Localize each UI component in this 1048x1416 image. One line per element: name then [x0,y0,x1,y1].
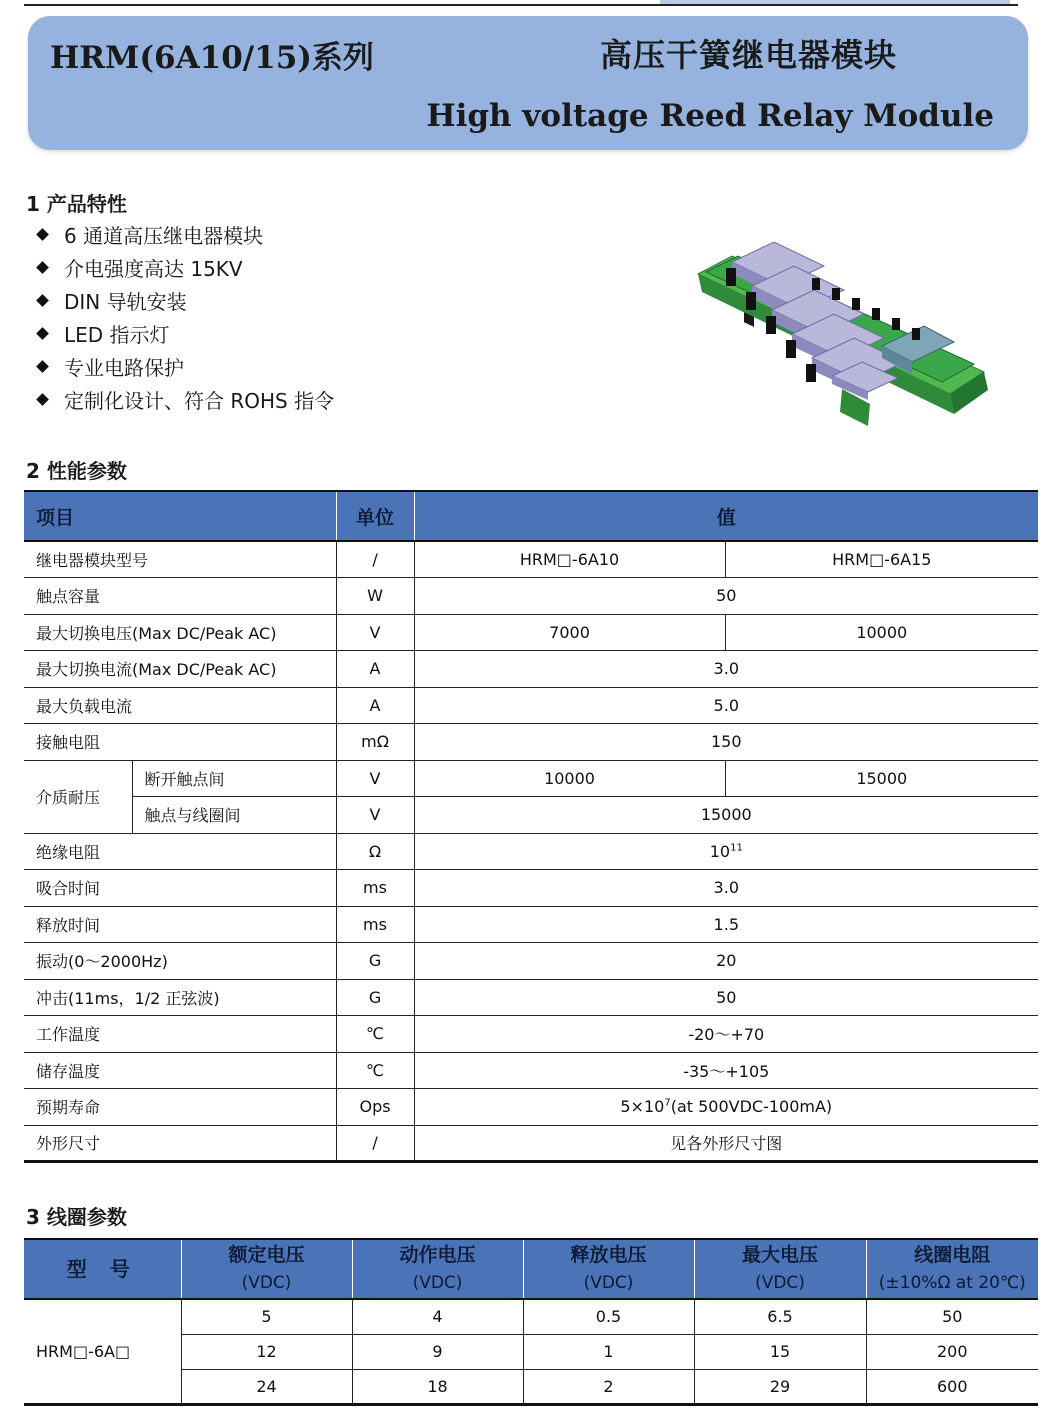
col-header-operate: 动作电压 (VDC) [352,1239,523,1299]
diamond-bullet-icon [36,261,50,275]
diamond-bullet-icon [36,228,50,242]
table-row: 接触电阻 mΩ 150 [24,724,1038,761]
section-title-performance: 2 性能参数 [26,459,127,483]
list-item: 专业电路保护 [36,350,334,383]
diamond-bullet-icon [36,393,50,407]
col-header-rated: 额定电压 (VDC) [181,1239,352,1299]
product-title-cn: 高压干簧继电器模块 [600,36,898,74]
top-rule [24,4,1018,6]
diamond-bullet-icon [36,294,50,308]
col-header-max: 最大电压 (VDC) [694,1239,866,1299]
section-title-coil: 3 线圈参数 [26,1205,127,1229]
table-row: 继电器模块型号 / HRM□-6A10 HRM□-6A15 [24,541,1038,578]
table-row: 绝缘电阻 Ω $10^{11}$ [24,833,1038,870]
col-header-resistance: 线圈电阻 (±10%Ω at 20℃) [866,1239,1038,1299]
table-row: 储存温度 ℃ -35～+105 [24,1052,1038,1089]
table-row: 介质耐压 断开触点间 V 10000 15000 [24,760,1038,797]
coil-model: HRM□-6A□ [24,1299,181,1404]
table-row: 12 9 1 15 200 [24,1334,1038,1369]
feature-list [36,218,334,416]
table-row: 触点与线圈间 V 15000 [24,797,1038,834]
table-row: HRM□-6A□ 5 4 0.5 6.5 50 [24,1299,1038,1334]
table-row: 外形尺寸 / 见各外形尺寸图 [24,1125,1038,1162]
list-item: 6 通道高压继电器模块 [36,218,334,251]
coil-table [24,1238,1038,1406]
table-row: 24 18 2 29 600 [24,1369,1038,1404]
table-row: 冲击(11ms，1/2 正弦波) G 50 [24,979,1038,1016]
list-item: LED 指示灯 [36,317,334,350]
table-row: 吸合时间 ms 3.0 [24,870,1038,907]
series-title: HRM(6A10/15)系列 [50,40,374,76]
table-header-row [24,1239,1038,1299]
list-item: DIN 导轨安装 [36,284,334,317]
col-header-item: 项目 [24,491,336,541]
col-header-release: 释放电压 (VDC) [523,1239,694,1299]
col-header-model: 型 号 [24,1239,181,1299]
table-row: 振动(0～2000Hz) G 20 [24,943,1038,980]
performance-table [24,490,1038,1163]
table-row: 释放时间 ms 1.5 [24,906,1038,943]
col-header-unit: 单位 [336,491,414,541]
product-title-en: High voltage Reed Relay Module [426,98,994,134]
table-row: 最大切换电流(Max DC/Peak AC) A 3.0 [24,651,1038,688]
list-item: 定制化设计、符合 ROHS 指令 [36,383,334,416]
diamond-bullet-icon [36,327,50,341]
col-header-value: 值 [414,491,1038,541]
table-row: 触点容量 W 50 [24,578,1038,615]
diamond-bullet-icon [36,360,50,374]
section-title-features: 1 产品特性 [26,192,127,216]
table-row: 最大负载电流 A 5.0 [24,687,1038,724]
relay-module-photo [692,214,992,434]
list-item: 介电强度高达 15KV [36,251,334,284]
table-row: 最大切换电压(Max DC/Peak AC) V 7000 10000 [24,614,1038,651]
top-cut-decoration [660,0,1010,4]
title-banner [28,16,1028,150]
table-row: 预期寿命 Ops $5\times 10^7(at$ 500VDC-100mA) [24,1089,1038,1126]
table-row: 工作温度 ℃ -20～+70 [24,1016,1038,1053]
table-header-row [24,491,1038,541]
